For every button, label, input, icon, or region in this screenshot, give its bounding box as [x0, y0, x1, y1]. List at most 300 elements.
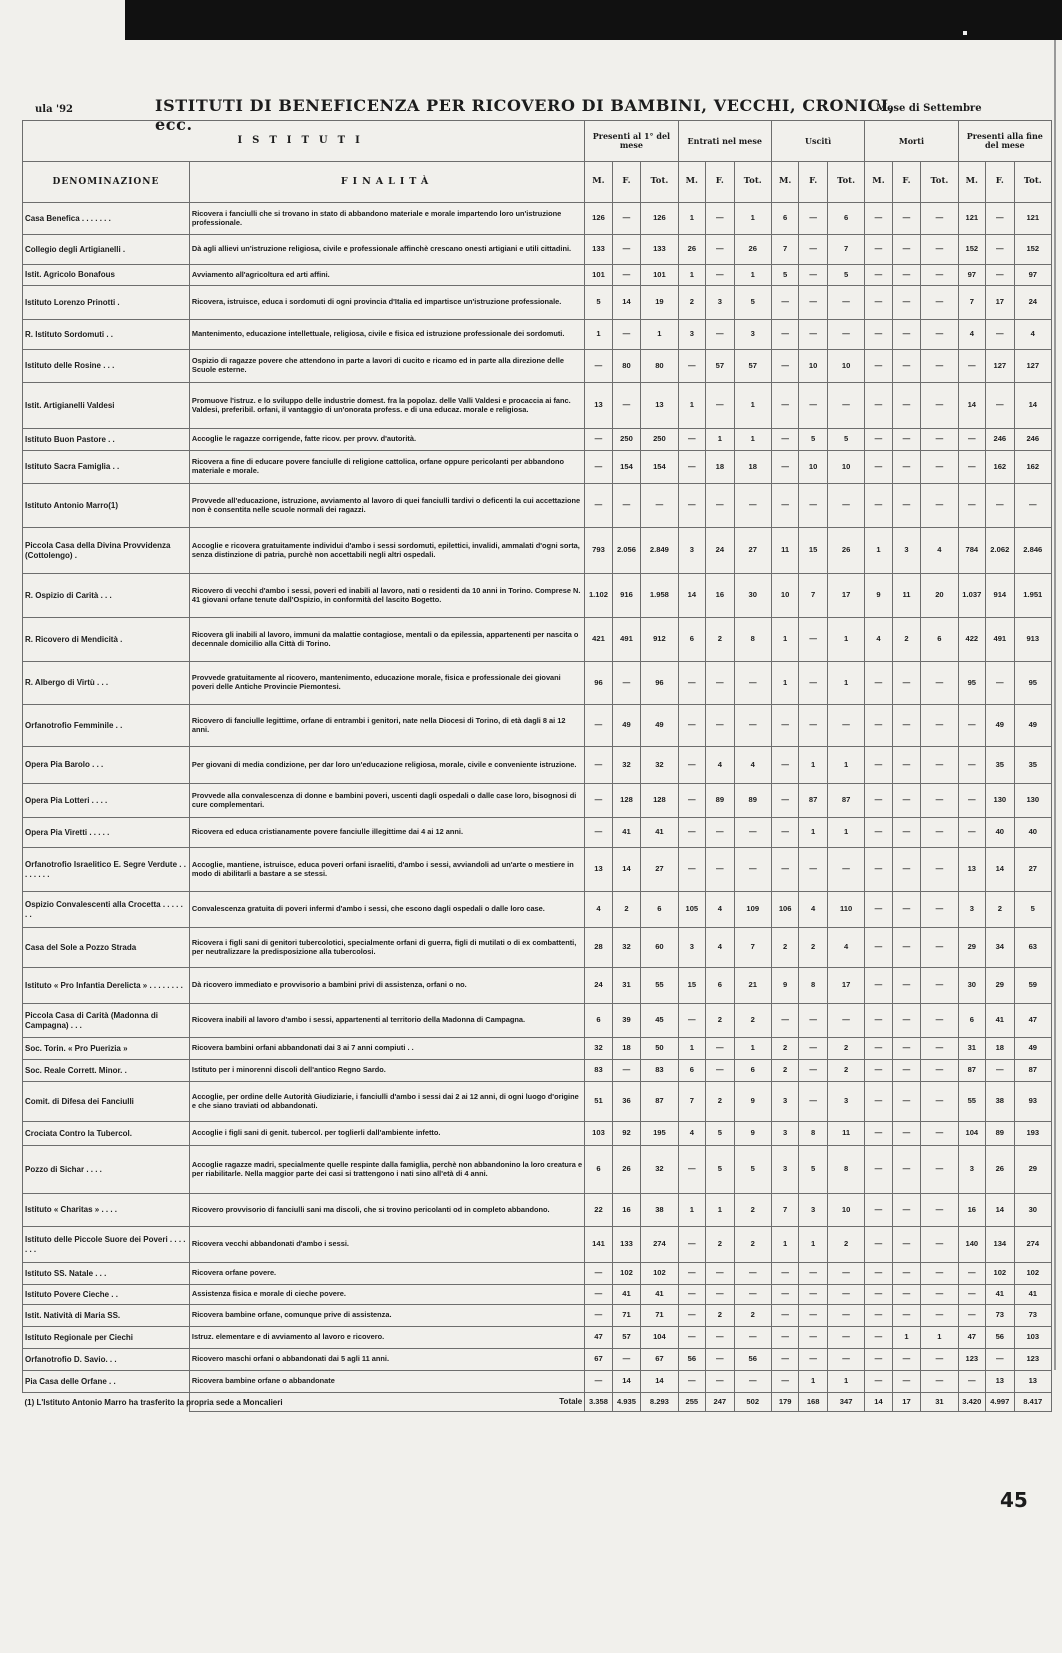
count-cell: —: [771, 484, 798, 528]
count-cell: 2.056: [612, 528, 641, 574]
count-cell: —: [921, 1194, 958, 1227]
count-cell: 27: [734, 528, 771, 574]
institute-name: Istituto Lorenzo Prinotti .: [23, 286, 190, 320]
count-cell: 126: [641, 203, 678, 235]
institute-name: Istit. Natività di Maria SS.: [23, 1305, 190, 1327]
count-cell: —: [734, 1327, 771, 1349]
count-cell: —: [921, 1371, 958, 1393]
count-cell: 4: [799, 892, 828, 928]
count-cell: 5: [706, 1122, 735, 1146]
count-cell: —: [585, 350, 612, 383]
scan-right-edge: [1054, 40, 1056, 1370]
count-cell: —: [921, 451, 958, 484]
count-cell: —: [827, 1349, 864, 1371]
count-cell: 5: [827, 265, 864, 286]
count-cell: 6: [641, 892, 678, 928]
count-cell: 2: [734, 1305, 771, 1327]
count-cell: —: [612, 320, 641, 350]
count-cell: —: [771, 1349, 798, 1371]
count-cell: 491: [986, 618, 1015, 662]
count-cell: —: [612, 383, 641, 429]
institute-name: Piccola Casa della Divina Provvidenza (Cottolengo) .: [23, 528, 190, 574]
count-cell: 32: [641, 1146, 678, 1194]
institute-name: Orfanotrofio Israelitico E. Segre Verdute . . . . . . . .: [23, 848, 190, 892]
institute-purpose: Assistenza fisica e morale di cieche povere.: [189, 1285, 584, 1305]
count-cell: 96: [585, 662, 612, 705]
count-cell: —: [958, 1263, 985, 1285]
table-row: [23, 484, 1052, 528]
table-row: [23, 265, 1052, 286]
institute-purpose: Ricovera i figli sani di genitori tubercolotici, specialmente orfani di guerra, figli di mutilati o di ex combattenti, per neutralizzare la predisposizione alla tubercolosi.: [189, 928, 584, 968]
count-cell: 14: [1014, 383, 1051, 429]
count-cell: —: [958, 784, 985, 818]
count-cell: —: [865, 429, 892, 451]
table-row: [23, 1004, 1052, 1038]
total-label: Totale: [189, 1393, 584, 1412]
count-cell: 1: [799, 818, 828, 848]
institute-purpose: Istituto per i minorenni discoli dell'antico Regno Sardo.: [189, 1060, 584, 1082]
count-cell: —: [799, 1327, 828, 1349]
count-cell: 784: [958, 528, 985, 574]
subcolumn-header: M.: [678, 162, 705, 203]
count-cell: 10: [799, 350, 828, 383]
table-row: [23, 1060, 1052, 1082]
count-cell: 793: [585, 528, 612, 574]
count-cell: 2: [706, 1082, 735, 1122]
institute-name: Crociata Contro la Tubercol.: [23, 1122, 190, 1146]
count-cell: —: [771, 1371, 798, 1393]
count-cell: —: [706, 1038, 735, 1060]
count-cell: 3: [771, 1122, 798, 1146]
count-cell: —: [799, 1038, 828, 1060]
count-cell: 133: [612, 1227, 641, 1263]
count-cell: 13: [958, 848, 985, 892]
count-cell: —: [771, 784, 798, 818]
count-cell: 14: [612, 848, 641, 892]
count-cell: —: [892, 1146, 921, 1194]
institute-name: Opera Pia Viretti . . . . .: [23, 818, 190, 848]
count-cell: 5: [827, 429, 864, 451]
count-cell: 4: [678, 1122, 705, 1146]
institute-name: R. Albergo di Virtù . . .: [23, 662, 190, 705]
count-cell: —: [771, 818, 798, 848]
count-cell: —: [921, 848, 958, 892]
count-cell: —: [986, 383, 1015, 429]
count-cell: —: [958, 1305, 985, 1327]
count-cell: 274: [1014, 1227, 1051, 1263]
count-cell: —: [585, 451, 612, 484]
count-cell: —: [641, 484, 678, 528]
count-cell: 71: [612, 1305, 641, 1327]
count-cell: —: [585, 1371, 612, 1393]
count-cell: —: [865, 265, 892, 286]
count-cell: —: [827, 1004, 864, 1038]
count-cell: —: [892, 1371, 921, 1393]
count-cell: 4: [958, 320, 985, 350]
count-cell: 93: [1014, 1082, 1051, 1122]
count-cell: —: [678, 747, 705, 784]
count-cell: 18: [734, 451, 771, 484]
count-cell: 1: [771, 662, 798, 705]
count-cell: 104: [641, 1327, 678, 1349]
count-cell: 30: [958, 968, 985, 1004]
count-cell: 6: [921, 618, 958, 662]
count-cell: 4: [921, 528, 958, 574]
count-cell: —: [706, 1349, 735, 1371]
count-cell: —: [799, 662, 828, 705]
institute-name: Istituto Povere Cieche . .: [23, 1285, 190, 1305]
count-cell: —: [921, 429, 958, 451]
count-cell: 73: [986, 1305, 1015, 1327]
count-cell: 3: [958, 892, 985, 928]
count-cell: 4: [1014, 320, 1051, 350]
count-cell: —: [799, 1349, 828, 1371]
count-cell: —: [892, 892, 921, 928]
count-cell: —: [706, 1371, 735, 1393]
count-cell: 2: [678, 286, 705, 320]
count-cell: —: [799, 1082, 828, 1122]
institute-purpose: Accoglie, mantiene, istruisce, educa poveri orfani israeliti, d'ambo i sessi, avviandoli ad un'arte o mestiere in modo di abilitarli a bastare a se stessi.: [189, 848, 584, 892]
count-cell: 26: [612, 1146, 641, 1194]
count-cell: —: [921, 892, 958, 928]
count-cell: —: [771, 451, 798, 484]
count-cell: —: [865, 383, 892, 429]
table-row: [23, 1122, 1052, 1146]
count-cell: 24: [1014, 286, 1051, 320]
count-cell: —: [865, 928, 892, 968]
count-cell: 1: [799, 1227, 828, 1263]
count-cell: 491: [612, 618, 641, 662]
count-cell: 32: [641, 747, 678, 784]
count-cell: —: [921, 662, 958, 705]
count-cell: —: [921, 235, 958, 265]
count-cell: 38: [641, 1194, 678, 1227]
count-cell: 4: [827, 928, 864, 968]
count-cell: 1.958: [641, 574, 678, 618]
count-cell: —: [799, 618, 828, 662]
count-cell: —: [865, 235, 892, 265]
count-cell: —: [892, 235, 921, 265]
count-cell: —: [865, 1263, 892, 1285]
total-cell: 17: [892, 1393, 921, 1412]
count-cell: 9: [734, 1122, 771, 1146]
count-cell: —: [799, 1004, 828, 1038]
count-cell: 4: [585, 892, 612, 928]
count-cell: 250: [612, 429, 641, 451]
count-cell: —: [678, 1371, 705, 1393]
count-cell: 4: [706, 892, 735, 928]
count-cell: —: [921, 1227, 958, 1263]
count-cell: —: [799, 203, 828, 235]
count-cell: —: [892, 1285, 921, 1305]
count-cell: 67: [641, 1349, 678, 1371]
count-cell: 8: [734, 618, 771, 662]
page-header-left: ula '92: [35, 104, 74, 115]
total-cell: 179: [771, 1393, 798, 1412]
count-cell: 14: [612, 1371, 641, 1393]
institute-name: Istituto SS. Natale . . .: [23, 1263, 190, 1285]
count-cell: —: [986, 235, 1015, 265]
count-cell: 41: [986, 1285, 1015, 1305]
count-cell: —: [865, 1285, 892, 1305]
count-cell: —: [799, 235, 828, 265]
table-row: [23, 320, 1052, 350]
count-cell: 28: [585, 928, 612, 968]
table-row: [23, 705, 1052, 747]
count-cell: 106: [771, 892, 798, 928]
count-cell: 1: [827, 747, 864, 784]
institute-name: Piccola Casa di Carità (Madonna di Campagna) . . .: [23, 1004, 190, 1038]
count-cell: —: [986, 1349, 1015, 1371]
count-cell: —: [892, 747, 921, 784]
count-cell: 56: [678, 1349, 705, 1371]
count-cell: 67: [585, 1349, 612, 1371]
table-row: [23, 1327, 1052, 1349]
count-cell: 5: [734, 1146, 771, 1194]
table-row: [23, 286, 1052, 320]
count-cell: —: [958, 747, 985, 784]
count-cell: 6: [771, 203, 798, 235]
count-cell: 2: [827, 1227, 864, 1263]
count-cell: —: [986, 265, 1015, 286]
count-cell: —: [921, 484, 958, 528]
count-cell: 246: [1014, 429, 1051, 451]
count-cell: —: [865, 1349, 892, 1371]
count-cell: 422: [958, 618, 985, 662]
count-cell: 15: [799, 528, 828, 574]
count-cell: —: [921, 1060, 958, 1082]
institute-purpose: Ricovera bambine orfane o abbandonate: [189, 1371, 584, 1393]
count-cell: —: [892, 350, 921, 383]
count-cell: 1: [678, 383, 705, 429]
count-cell: 128: [612, 784, 641, 818]
count-cell: —: [865, 662, 892, 705]
count-cell: 6: [827, 203, 864, 235]
count-cell: 102: [986, 1263, 1015, 1285]
institute-name: Istituto Buon Pastore . .: [23, 429, 190, 451]
count-cell: 6: [734, 1060, 771, 1082]
count-cell: —: [921, 383, 958, 429]
count-cell: 31: [958, 1038, 985, 1060]
count-cell: 133: [585, 235, 612, 265]
count-cell: —: [892, 928, 921, 968]
count-cell: 38: [986, 1082, 1015, 1122]
institute-purpose: Provvede gratuitamente al ricovero, mantenimento, educazione morale, fisica e professionale dei giovani poveri delle Antiche Provincie Piemontesi.: [189, 662, 584, 705]
count-cell: 49: [612, 705, 641, 747]
count-cell: —: [865, 1082, 892, 1122]
institute-name: Istit. Agricolo Bonafous: [23, 265, 190, 286]
count-cell: 11: [771, 528, 798, 574]
count-cell: 80: [612, 350, 641, 383]
count-cell: —: [865, 320, 892, 350]
institute-purpose: Accoglie le ragazze corrigende, fatte ricov. per provv. d'autorità.: [189, 429, 584, 451]
table-row: [23, 1371, 1052, 1393]
count-cell: 1: [706, 1194, 735, 1227]
table-row: [23, 1349, 1052, 1371]
count-cell: 133: [641, 235, 678, 265]
table-row: [23, 928, 1052, 968]
count-cell: 73: [1014, 1305, 1051, 1327]
total-cell: 3.358: [585, 1393, 612, 1412]
count-cell: 162: [1014, 451, 1051, 484]
count-cell: —: [734, 1371, 771, 1393]
count-cell: 3: [892, 528, 921, 574]
institute-purpose: Ricovero di fanciulle legittime, orfane di entrambi i genitori, nate nella Diocesi di Torino, di età dagli 8 ai 12 anni.: [189, 705, 584, 747]
count-cell: —: [706, 265, 735, 286]
count-cell: —: [865, 286, 892, 320]
count-cell: 7: [771, 1194, 798, 1227]
count-cell: 4: [706, 747, 735, 784]
count-cell: 17: [986, 286, 1015, 320]
count-cell: —: [678, 1305, 705, 1327]
institute-name: Casa del Sole a Pozzo Strada: [23, 928, 190, 968]
count-cell: —: [678, 1263, 705, 1285]
count-cell: 51: [585, 1082, 612, 1122]
subcolumn-header: Tot.: [641, 162, 678, 203]
page-title: ISTITUTI DI BENEFICENZA PER RICOVERO DI BAMBINI, VECCHI, CRONICI, ecc.: [155, 96, 895, 134]
total-cell: 502: [734, 1393, 771, 1412]
count-cell: 1: [827, 618, 864, 662]
count-cell: 152: [958, 235, 985, 265]
group-header-entrati: Entrati nel mese: [678, 121, 771, 162]
table-row: [23, 235, 1052, 265]
count-cell: —: [585, 705, 612, 747]
count-cell: —: [585, 484, 612, 528]
institute-purpose: Ricovero di vecchi d'ambo i sessi, poveri ed inabili al lavoro, nati o residenti da 10 anni in Torino. Comprese N. 41 giovani orfane tenute dall'Ospizio, in conformità del lascito Bogetto.: [189, 574, 584, 618]
count-cell: —: [865, 1371, 892, 1393]
count-cell: 97: [958, 265, 985, 286]
table-row: [23, 747, 1052, 784]
count-cell: 83: [641, 1060, 678, 1082]
count-cell: —: [585, 818, 612, 848]
count-cell: —: [892, 1194, 921, 1227]
institute-purpose: Accoglie e ricovera gratuitamente individui d'ambo i sessi sordomuti, epilettici, invalidi, ammalati d'ogni sorta, senza distinzione di patria, purchè non accettabili negli altri ospedali.: [189, 528, 584, 574]
count-cell: 24: [585, 968, 612, 1004]
count-cell: —: [921, 1305, 958, 1327]
count-cell: 8: [799, 968, 828, 1004]
count-cell: 5: [734, 286, 771, 320]
count-cell: —: [706, 705, 735, 747]
table-row: [23, 528, 1052, 574]
count-cell: 13: [641, 383, 678, 429]
count-cell: —: [892, 320, 921, 350]
count-cell: 2: [892, 618, 921, 662]
count-cell: 35: [986, 747, 1015, 784]
count-cell: 19: [641, 286, 678, 320]
count-cell: 16: [958, 1194, 985, 1227]
count-cell: 8: [799, 1122, 828, 1146]
count-cell: 14: [958, 383, 985, 429]
count-cell: —: [678, 429, 705, 451]
count-cell: 63: [1014, 928, 1051, 968]
count-cell: —: [678, 484, 705, 528]
count-cell: 26: [827, 528, 864, 574]
count-cell: —: [865, 892, 892, 928]
institute-purpose: Provvede alla convalescenza di donne e bambini poveri, uscenti dagli ospedali o dalle case loro, bisognosi di cure complementari.: [189, 784, 584, 818]
count-cell: 40: [986, 818, 1015, 848]
count-cell: 89: [706, 784, 735, 818]
count-cell: 55: [958, 1082, 985, 1122]
count-cell: —: [892, 1082, 921, 1122]
count-cell: 13: [585, 848, 612, 892]
count-cell: 1.951: [1014, 574, 1051, 618]
count-cell: —: [921, 203, 958, 235]
table-row: [23, 350, 1052, 383]
count-cell: 193: [1014, 1122, 1051, 1146]
count-cell: 87: [958, 1060, 985, 1082]
subcolumn-header: F.: [986, 162, 1015, 203]
count-cell: —: [892, 1122, 921, 1146]
count-cell: —: [678, 848, 705, 892]
count-cell: —: [706, 1263, 735, 1285]
table-row: [23, 1263, 1052, 1285]
count-cell: —: [921, 1038, 958, 1060]
count-cell: 126: [585, 203, 612, 235]
count-cell: —: [771, 705, 798, 747]
count-cell: 18: [986, 1038, 1015, 1060]
institute-name: Istituto Sacra Famiglia . .: [23, 451, 190, 484]
institute-name: Istituto delle Piccole Suore dei Poveri . . . . . . .: [23, 1227, 190, 1263]
count-cell: 5: [771, 265, 798, 286]
count-cell: 11: [892, 574, 921, 618]
count-cell: —: [678, 818, 705, 848]
count-cell: 95: [958, 662, 985, 705]
institute-name: Comit. di Difesa dei Fanciulli: [23, 1082, 190, 1122]
subcolumn-header: Tot.: [921, 162, 958, 203]
count-cell: 3: [771, 1082, 798, 1122]
count-cell: 10: [771, 574, 798, 618]
table-row: [23, 451, 1052, 484]
count-cell: 27: [1014, 848, 1051, 892]
count-cell: 2: [734, 1227, 771, 1263]
institute-purpose: Ricovera inabili al lavoro d'ambo i sessi, appartenenti al territorio della Madonna di Campagna.: [189, 1004, 584, 1038]
count-cell: 9: [865, 574, 892, 618]
count-cell: —: [612, 1060, 641, 1082]
count-cell: —: [865, 203, 892, 235]
count-cell: 1: [827, 1371, 864, 1393]
page-number: 45: [1000, 1488, 1028, 1512]
count-cell: 35: [1014, 747, 1051, 784]
count-cell: 20: [921, 574, 958, 618]
count-cell: 2: [771, 1038, 798, 1060]
count-cell: 41: [641, 1285, 678, 1305]
count-cell: 127: [986, 350, 1015, 383]
count-cell: —: [706, 1327, 735, 1349]
count-cell: 1: [892, 1327, 921, 1349]
count-cell: 29: [958, 928, 985, 968]
table-row: [23, 1146, 1052, 1194]
count-cell: 14: [678, 574, 705, 618]
count-cell: —: [678, 1004, 705, 1038]
count-cell: —: [612, 203, 641, 235]
table-row: [23, 848, 1052, 892]
count-cell: 3: [771, 1146, 798, 1194]
subcolumn-header: Tot.: [827, 162, 864, 203]
count-cell: 916: [612, 574, 641, 618]
count-cell: 3: [706, 286, 735, 320]
count-cell: 10: [799, 451, 828, 484]
count-cell: —: [827, 705, 864, 747]
count-cell: —: [958, 484, 985, 528]
count-cell: —: [706, 818, 735, 848]
statistics-table: [22, 120, 1052, 1412]
page-header-month: Mese di Settembre: [876, 103, 982, 114]
count-cell: —: [678, 784, 705, 818]
count-cell: —: [771, 1263, 798, 1285]
count-cell: —: [865, 818, 892, 848]
count-cell: 1.102: [585, 574, 612, 618]
count-cell: 11: [827, 1122, 864, 1146]
